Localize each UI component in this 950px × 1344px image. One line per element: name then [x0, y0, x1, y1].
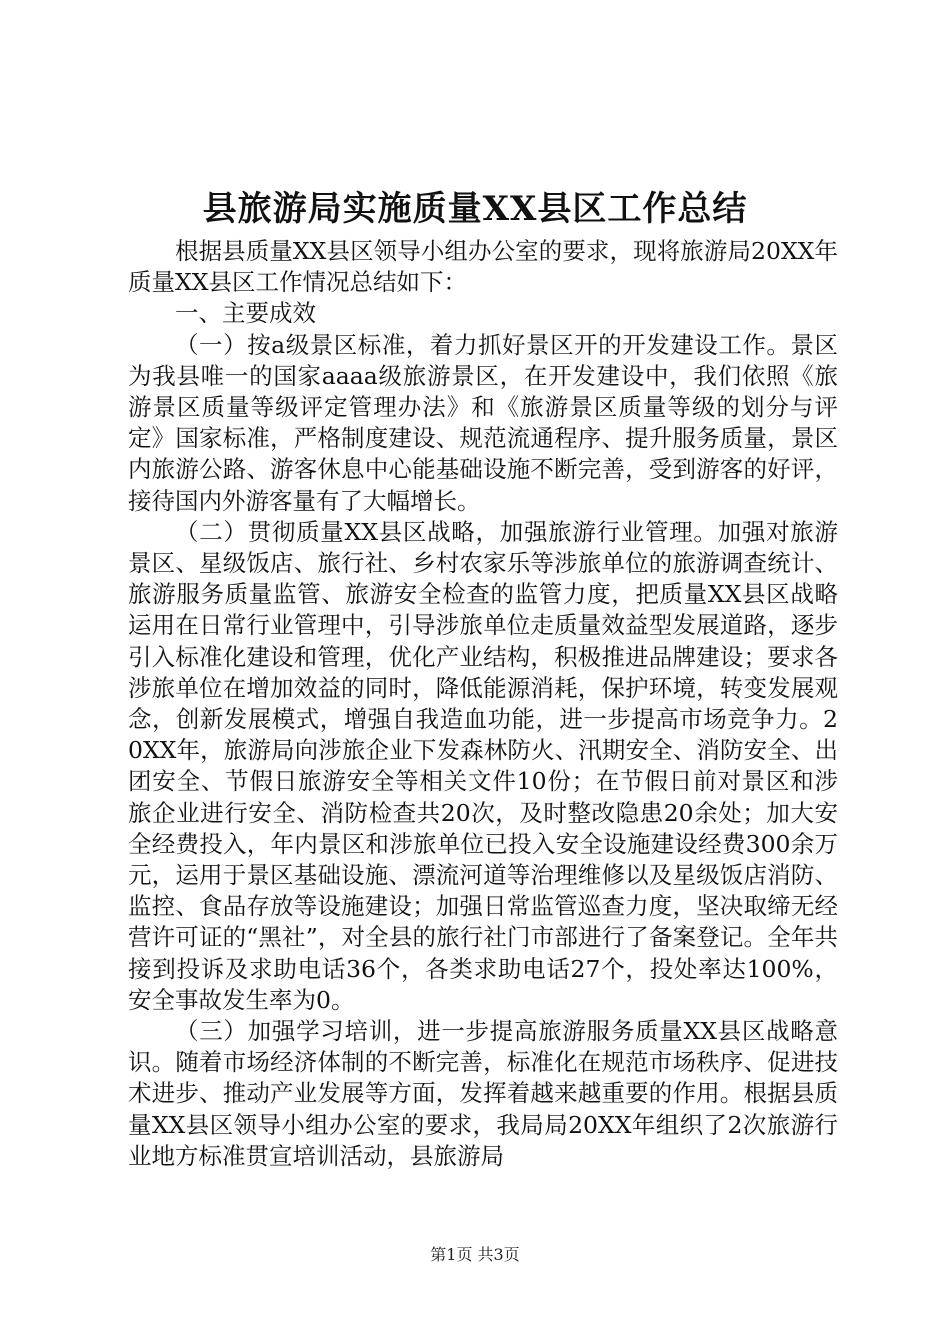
document-body — [128, 236, 838, 1172]
paragraph-intro: 根据县质量XX县区领导小组办公室的要求，现将旅游局20XX年质量XX县区工作情况总结如下： — [128, 237, 838, 297]
paragraph-section-1: （一）按a级景区标准，着力抓好景区开的开发建设工作。景区为我县唯一的国家aaaa级旅游景区，在开发建设中，我们依照《旅游景区质量等级评定管理办法》和《旅游景区质量等级的划分与评定》国家标准，严格制度建设、规范流通程序、提升服务质量，景区内旅游公路、游客休息中心能基础设施不断完善，受到游客的好评，接待国内外游客量有了大幅增长。 — [128, 330, 838, 515]
document-title: 县旅游局实施质量XX县区工作总结 — [202, 189, 748, 229]
paragraph-section-2: （二）贯彻质量XX县区战略，加强旅游行业管理。加强对旅游景区、星级饭店、旅行社、乡村农家乐等涉旅单位的旅游调查统计、旅游服务质量监管、旅游安全检查的监管力度，把质量XX县区战略运用在日常行业管理中，引导涉旅单位走质量效益型发展道路，逐步引入标准化建设和管理，优化产业结构，积极推进品牌建设；要求各涉旅单位在增加效益的同时，降低能源消耗，保护环境，转变发展观念，创新发展模式，增强自我造血功能，进一步提高市场竞争力。20XX年，旅游局向涉旅企业下发森林防火、汛期安全、消防安全、出团安全、节假日旅游安全等相关文件10份；在节假日前对景区和涉旅企业进行安全、消防检查共20次，及时整改隐患20余处；加大安全经费投入，年内景区和涉旅单位已投入安全设施建设经费300余万元，运用于景区基础设施、漂流河道等治理维修以及星级饭店消防、监控、食品存放等设施建设；加强日常监管巡查力度，坚决取缔无经营许可证的“黑社”，对全县的旅行社门市部进行了备案登记。全年共接到投诉及求助电话36个，各类求助电话27个，投处率达100%，安全事故发生率为0。 — [128, 517, 838, 1014]
page-footer: 第1页 共3页 — [430, 1245, 520, 1264]
section-heading-main-results: 一、主要成效 — [175, 299, 316, 328]
paragraph-section-3: （三）加强学习培训，进一步提高旅游服务质量XX县区战略意识。随着市场经济体制的不断完善，标准化在规范市场秩序、促进技术进步、推动产业发展等方面，发挥着越来越重要的作用。根据县质量XX县区领导小组办公室的要求，我局局20XX年组织了2次旅游行业地方标准贯宣培训活动，县旅游局 — [128, 1017, 838, 1170]
